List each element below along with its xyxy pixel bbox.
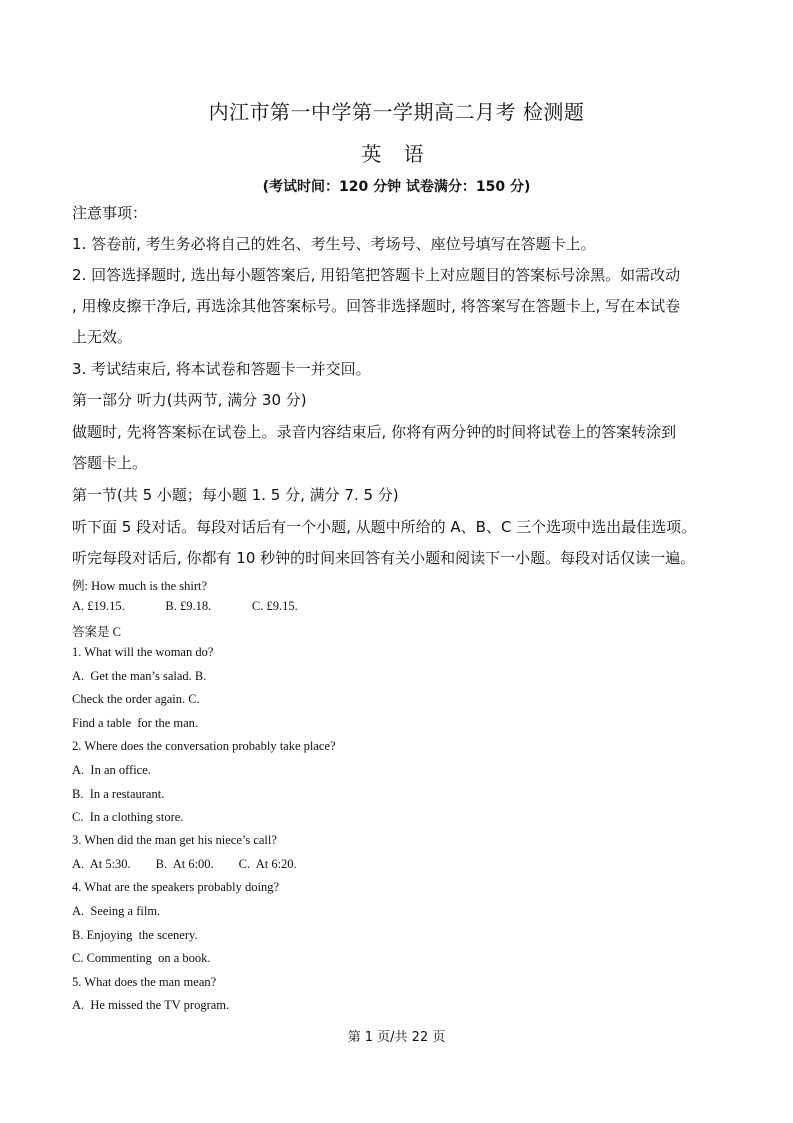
part1-instruction-line-1: 做题时, 先将答案标在试卷上。录音内容结束后, 你将有两分钟的时间将试卷上的答案转涂到: [72, 423, 677, 441]
question-line: A. At 5:30. B. At 6:00. C. At 6:20.: [72, 857, 297, 871]
section1-instruction-line-2: 听完每段对话后, 你都有 10 秒钟的时间来回答有关小题和阅读下一小题。每段对话仅读一遍。: [72, 549, 696, 567]
question-line: Find a table for the man.: [72, 716, 199, 730]
example-answer: 答案是 C: [72, 625, 121, 639]
question-line: B. In a restaurant.: [72, 787, 165, 801]
question-line: C. In a clothing store.: [72, 810, 184, 824]
question-line: A. In an office.: [72, 763, 151, 777]
question-line: B. Enjoying the scenery.: [72, 928, 198, 942]
section1-heading: 第一节(共 5 小题；每小题 1. 5 分, 满分 7. 5 分): [72, 486, 399, 504]
note-2-line-2: , 用橡皮擦干净后, 再选涂其他答案标号。回答非选择题时, 将答案写在答题卡上, 写在本试卷: [72, 297, 681, 315]
subject-title: 英 语: [361, 142, 432, 166]
note-2-line-3: 上无效。: [72, 328, 133, 346]
notes-heading: 注意事项：: [72, 204, 148, 222]
question-line: Check the order again. C.: [72, 692, 200, 706]
question-line: 3. When did the man get his niece’s call?: [72, 833, 277, 847]
part1-heading: 第一部分 听力(共两节, 满分 30 分): [72, 391, 307, 409]
question-line: A. He missed the TV program.: [72, 998, 230, 1012]
question-line: A. Seeing a film.: [72, 904, 161, 918]
question-line: 1. What will the woman do?: [72, 645, 214, 659]
exam-meta: (考试时间：120 分钟 试卷满分：150 分): [262, 179, 531, 195]
question-line: C. Commenting on a book.: [72, 951, 211, 965]
example-options: A. £19.15. B. £9.18. C. £9.15.: [72, 599, 298, 613]
question-line: A. Get the man’s salad. B.: [72, 669, 207, 683]
page-number: 第 1 页/共 22 页: [347, 1030, 446, 1045]
note-3: 3. 考试结束后, 将本试卷和答题卡一并交回。: [72, 360, 371, 378]
part1-instruction-line-2: 答题卡上。: [72, 454, 148, 472]
note-1: 1. 答卷前, 考生务必将自己的姓名、考生号、考场号、座位号填写在答题卡上。: [72, 235, 596, 253]
question-line: 2. Where does the conversation probably take place?: [72, 739, 336, 753]
question-line: 4. What are the speakers probably doing?: [72, 880, 279, 894]
exam-title: 内江市第一中学第一学期高二月考 检测题: [208, 100, 585, 124]
question-line: 5. What does the man mean?: [72, 975, 217, 989]
note-2-line-1: 2. 回答选择题时, 选出每小题答案后, 用铅笔把答题卡上对应题目的答案标号涂黑。如需改动: [72, 266, 681, 284]
example-question: 例: How much is the shirt?: [72, 579, 208, 593]
section1-instruction-line-1: 听下面 5 段对话。每段对话后有一个小题, 从题中所给的 A、B、C 三个选项中选出最佳选项。: [72, 518, 697, 536]
